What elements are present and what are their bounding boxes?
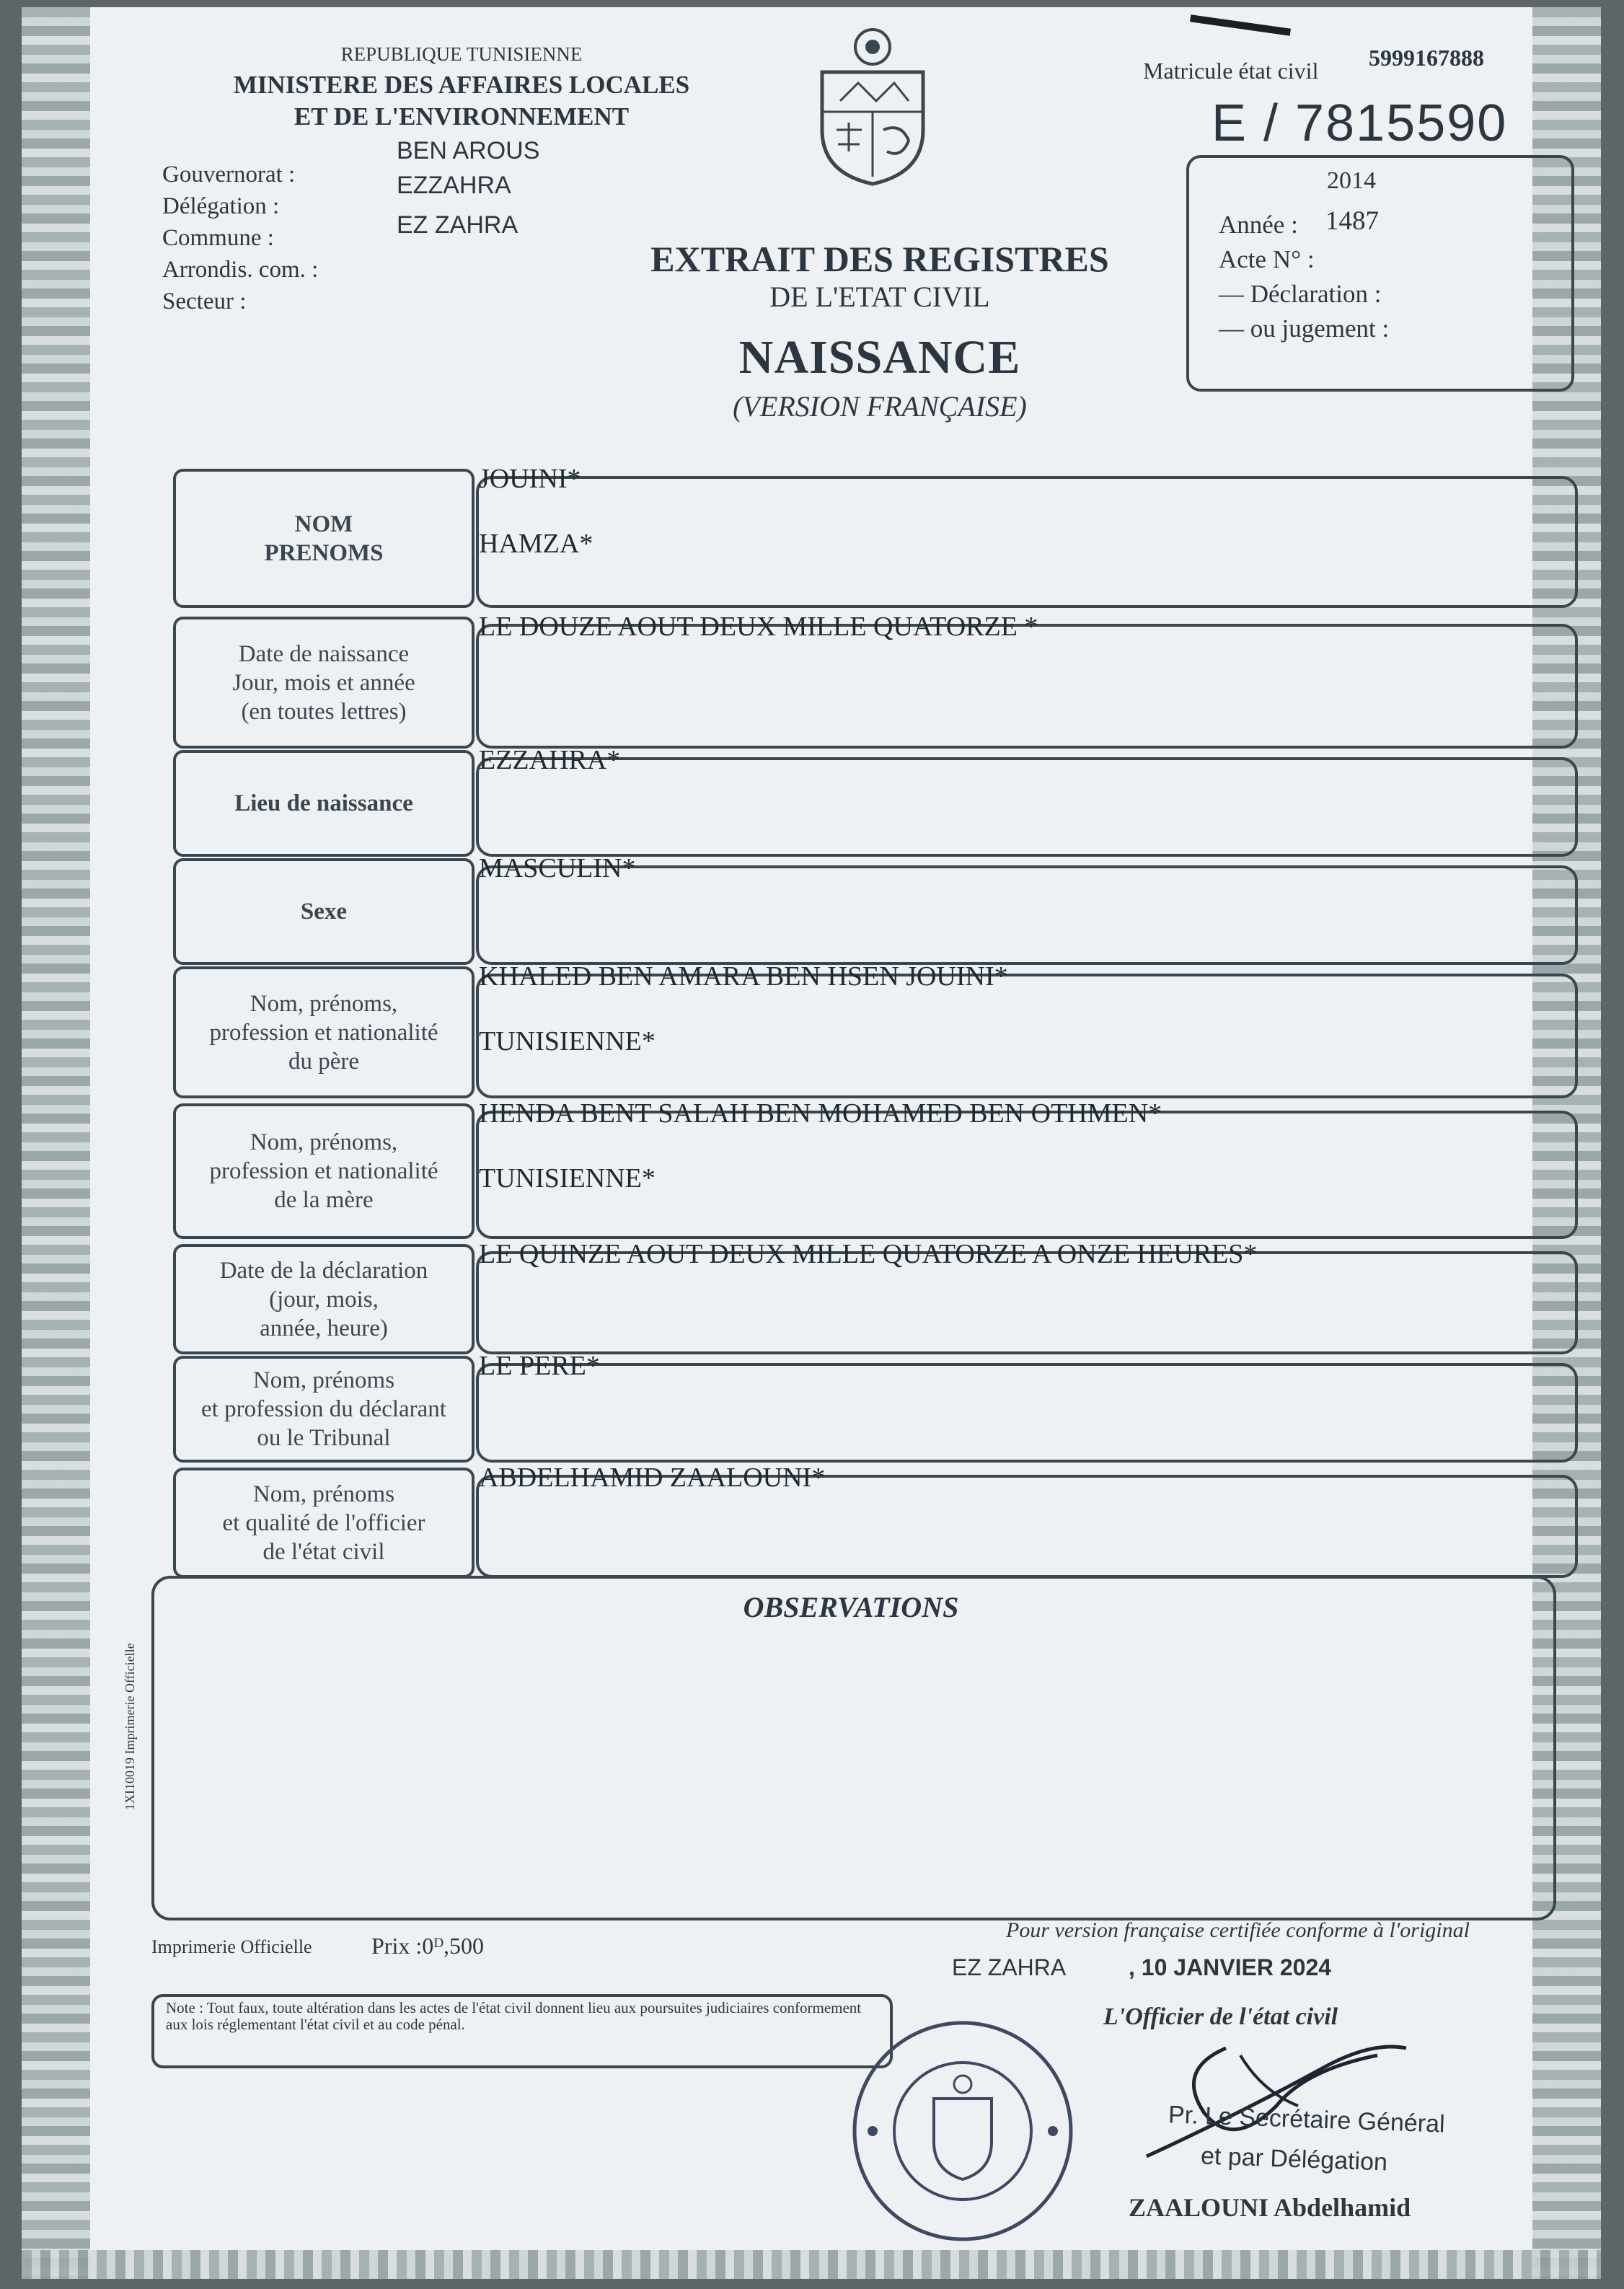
row-label-text — [209, 1128, 438, 1214]
certified-text: Pour version française certifiée conforme à l'original — [1006, 1918, 1470, 1942]
row-value-text: MASCULIN* — [479, 853, 636, 883]
row-value-text: JOUINI* — [479, 464, 581, 494]
acte-label: Acte N° : — [1219, 245, 1315, 273]
issue-place: EZ ZAHRA — [952, 1954, 1067, 1980]
row-label-line: du père — [288, 1048, 360, 1075]
delegation-value: EZZAHRA — [397, 172, 511, 199]
pen-mark — [1190, 14, 1291, 35]
official-stamp-icon — [844, 2012, 1082, 2250]
row-label-text — [301, 897, 347, 926]
row-label-line: et profession du déclarant — [201, 1396, 446, 1422]
declaration-label: — Déclaration : — [1219, 280, 1382, 308]
version-subtitle: (VERSION FRANÇAISE) — [733, 390, 1027, 423]
row-label-text — [201, 1366, 446, 1452]
row-value-box — [476, 1363, 1578, 1463]
gouvernorat-value: BEN AROUS — [397, 137, 540, 164]
row-label-line: Sexe — [300, 899, 348, 925]
ministry-line1: MINISTERE DES AFFAIRES LOCALES — [233, 71, 690, 99]
row-value-text: LE DOUZE AOUT DEUX MILLE QUATORZE * — [479, 612, 1038, 642]
row-value-text: HAMZA* — [479, 529, 593, 559]
row-value-text: EZZAHRA* — [479, 745, 621, 775]
title-line2: DE L'ETAT CIVIL — [769, 281, 990, 313]
arrondissement-label: Arrondis. com. : — [162, 257, 319, 283]
row-value-box — [476, 865, 1578, 965]
printer-name: Imprimerie Officielle — [151, 1936, 312, 1957]
row-value-text: TUNISIENNE* — [479, 1163, 656, 1194]
row-label-line: année, heure) — [260, 1315, 388, 1341]
issue-date: , 10 JANVIER 2024 — [1129, 1954, 1332, 1980]
row-value-text: LE PERE* — [479, 1351, 600, 1381]
row-value-box — [476, 757, 1578, 857]
row-label-line: de l'état civil — [262, 1538, 385, 1565]
gouvernorat-label: Gouvernorat : — [162, 162, 296, 188]
commune-label: Commune : — [162, 225, 274, 251]
row-label-line: Nom, prénoms — [252, 1367, 395, 1393]
country-name: REPUBLIQUE TUNISIENNE — [340, 43, 583, 65]
row-label-line: et qualité de l'officier — [222, 1509, 425, 1536]
row-label — [173, 1356, 475, 1463]
jugement-label: — ou jugement : — [1219, 314, 1390, 343]
row-label-line: profession et nationalité — [209, 1019, 438, 1046]
year-handwritten: 2014 — [1327, 167, 1376, 194]
row-label — [173, 469, 475, 608]
row-label-text — [232, 640, 415, 726]
row-value-text: LE QUINZE AOUT DEUX MILLE QUATORZE A ONZE HEURES* — [479, 1239, 1258, 1269]
price: Prix :0ᴰ,500 — [371, 1933, 484, 1959]
row-label-line: de la mère — [274, 1187, 374, 1213]
row-label-line: (jour, mois, — [269, 1286, 379, 1313]
ministry-line2: ET DE L'ENVIRONNEMENT — [294, 102, 630, 131]
matricule-label: Matricule état civil — [1143, 58, 1319, 84]
row-label — [173, 966, 475, 1098]
row-value-box — [476, 476, 1578, 608]
secteur-label: Secteur : — [162, 288, 247, 314]
row-value-text: ABDELHAMID ZAALOUNI* — [479, 1463, 826, 1493]
row-label-text — [222, 1480, 425, 1566]
row-label-line: ou le Tribunal — [257, 1425, 391, 1451]
annee-label: Année : — [1219, 211, 1298, 239]
row-value-text: HENDA BENT SALAH BEN MOHAMED BEN OTHMEN* — [479, 1098, 1162, 1129]
bottom-decorative-border — [22, 2250, 1601, 2279]
coat-of-arms-icon — [808, 22, 937, 188]
row-label — [173, 1468, 475, 1578]
row-value-text: TUNISIENNE* — [479, 1026, 656, 1057]
row-label-line: Lieu de naissance — [234, 790, 413, 816]
row-label-line: Nom, prénoms — [252, 1481, 395, 1507]
title-line1: EXTRAIT DES REGISTRES — [650, 239, 1109, 279]
matricule-value: 5999167888 — [1369, 45, 1484, 71]
serial-number: E / 7815590 — [1212, 94, 1508, 152]
row-label-line: PRENOMS — [264, 539, 384, 566]
main-title: NAISSANCE — [738, 331, 1021, 384]
row-label — [173, 858, 475, 965]
signature-line1: Pr. Le Secrétaire Général — [1168, 2101, 1446, 2138]
row-label — [173, 750, 475, 857]
delegation-label: Délégation : — [162, 193, 280, 219]
row-label-line: NOM — [294, 511, 353, 537]
side-code: 1XI10019 Imprimerie Officielle — [123, 1643, 137, 1810]
row-label-line: Nom, prénoms, — [250, 1129, 398, 1155]
note-text: Note : Tout faux, toute altération dans les actes de l'état civil donnent lieu aux poursuites judiciaires conformement aux lois réglementant l'état civil et au code pénal. — [166, 1999, 862, 2033]
row-label-line: profession et nationalité — [209, 1158, 438, 1184]
observations-box — [151, 1576, 1556, 1920]
row-label-line: Date de la déclaration — [219, 1257, 428, 1284]
row-label-line: Date de naissance — [238, 640, 410, 667]
row-label-text — [234, 789, 413, 818]
row-label — [173, 1244, 475, 1354]
signature-line2: et par Délégation — [1200, 2142, 1388, 2176]
signature-name: ZAALOUNI Abdelhamid — [1129, 2193, 1411, 2222]
row-label-text — [209, 989, 438, 1076]
annee-value: 1487 — [1325, 206, 1379, 236]
row-label-text — [265, 510, 384, 568]
row-label — [173, 617, 475, 749]
row-label-line: (en toutes lettres) — [241, 698, 407, 725]
officer-title: L'Officier de l'état civil — [1103, 2003, 1338, 2030]
commune-value: EZ ZAHRA — [397, 211, 518, 239]
row-label-line: Jour, mois et année — [232, 669, 415, 696]
row-value-text: KHALED BEN AMARA BEN HSEN JOUINI* — [479, 961, 1008, 992]
document-sheet — [22, 7, 1601, 2279]
observations-title: OBSERVATIONS — [743, 1591, 959, 1623]
row-label — [173, 1103, 475, 1239]
row-label-text — [220, 1256, 428, 1343]
left-decorative-border — [22, 7, 90, 2279]
row-label-line: Nom, prénoms, — [250, 990, 398, 1017]
